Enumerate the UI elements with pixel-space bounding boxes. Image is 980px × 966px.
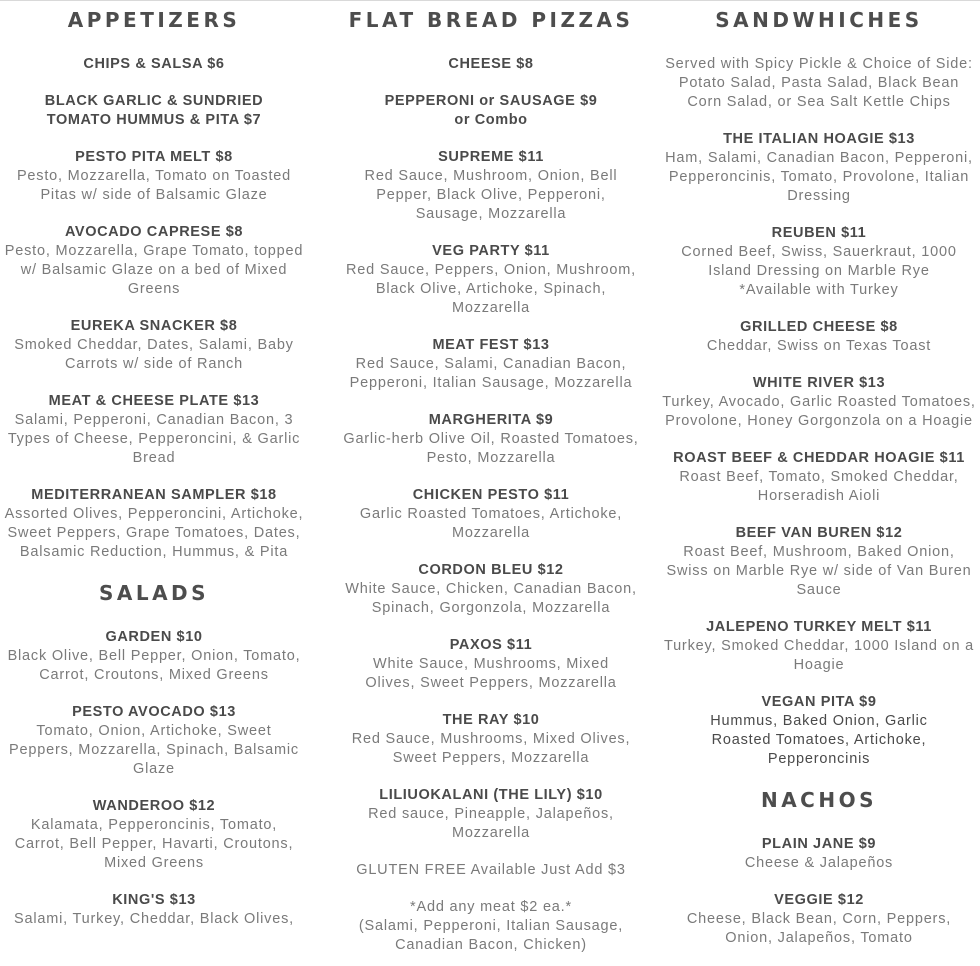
menu-item (662, 374, 976, 431)
item-name: CHICKEN PESTO $11 (412, 487, 570, 503)
menu-item (336, 636, 646, 693)
add-meat-price: *Add any meat $2 ea.* (410, 899, 572, 915)
menu-item (336, 55, 646, 74)
item-name: WANDEROO $12 (92, 798, 216, 814)
menu-item (4, 797, 304, 873)
item-description: Red Sauce, Mushrooms, Mixed Olives, Sweet Peppers, Mozzarella (351, 731, 631, 766)
item-name: PEPPERONI or SAUSAGE $9 or Combo (384, 93, 598, 128)
menu-item (662, 891, 976, 948)
menu-item (4, 703, 304, 779)
item-name: MEDITERRANEAN SAMPLER $18 (31, 487, 277, 503)
item-name: MEAT & CHEESE PLATE $13 (48, 393, 260, 409)
menu-item (4, 223, 304, 299)
item-name: GRILLED CHEESE $8 (740, 319, 898, 335)
menu-item (336, 148, 646, 224)
item-name: JALEPENO TURKEY MELT $11 (706, 619, 932, 635)
item-name: KING'S $13 (112, 892, 196, 908)
menu-item (336, 711, 646, 768)
menu-item (4, 317, 304, 374)
item-description: Pesto, Mozzarella, Grape Tomato, topped w/ Balsamic Glaze on a bed of Mixed Greens (4, 243, 304, 297)
menu-item (4, 148, 304, 205)
item-description: Smoked Cheddar, Dates, Salami, Baby Carrots w/ side of Ranch (14, 337, 294, 372)
menu-item (336, 242, 646, 318)
pizzas-column (336, 1, 646, 955)
item-description: Turkey, Smoked Cheddar, 1000 Island on a Hoagie (663, 638, 975, 673)
item-name: MARGHERITA $9 (428, 412, 554, 428)
item-name: THE RAY $10 (442, 712, 540, 728)
item-description: Red Sauce, Peppers, Onion, Mushroom, Black Olive, Artichoke, Spinach, Mozzarella (346, 262, 636, 316)
menu-item (4, 486, 304, 562)
add-meat-note (336, 898, 646, 955)
menu-item (4, 891, 304, 929)
menu-item (662, 618, 976, 675)
item-name: WHITE RIVER $13 (752, 375, 886, 391)
item-description: Cheddar, Swiss on Texas Toast (706, 338, 932, 354)
menu-item (662, 693, 976, 769)
item-name: AVOCADO CAPRESE $8 (64, 224, 244, 240)
menu-item (4, 92, 304, 130)
item-name: EUREKA SNACKER $8 (70, 318, 238, 334)
item-description: White Sauce, Chicken, Canadian Bacon, Spinach, Gorgonzola, Mozzarella (345, 581, 637, 616)
item-description: Ham, Salami, Canadian Bacon, Pepperoni, Pepperoncinis, Tomato, Provolone, Italian Dressing (665, 150, 973, 204)
appetizers-column (4, 1, 304, 947)
item-name: CHEESE $8 (448, 56, 534, 72)
item-name: GARDEN $10 (105, 629, 203, 645)
item-description: Tomato, Onion, Artichoke, Sweet Peppers, Mozzarella, Spinach, Balsamic Glaze (9, 723, 299, 777)
item-description: Red Sauce, Salami, Canadian Bacon, Pepperoni, Italian Sausage, Mozzarella (349, 356, 633, 391)
item-description: Red sauce, Pineapple, Jalapeños, Mozzarella (368, 806, 614, 841)
menu-item (4, 628, 304, 685)
add-meat-options: (Salami, Pepperoni, Italian Sausage, Canadian Bacon, Chicken) (358, 918, 624, 953)
item-name: MEAT FEST $13 (432, 337, 550, 353)
menu-item (336, 336, 646, 393)
item-name: ROAST BEEF & CHEDDAR HOAGIE $11 (673, 450, 965, 466)
item-description: Garlic-herb Olive Oil, Roasted Tomatoes, Pesto, Mozzarella (343, 431, 639, 466)
sandwiches-column (662, 1, 976, 966)
item-name: VEG PARTY $11 (432, 243, 550, 259)
pizzas-heading: FLAT BREAD PIZZAS (348, 8, 634, 32)
item-name: PESTO AVOCADO $13 (72, 704, 236, 720)
item-description: Corned Beef, Swiss, Sauerkraut, 1000 Island Dressing on Marble Rye *Available with Turkey (681, 244, 957, 298)
sandwiches-intro: Served with Spicy Pickle & Choice of Side: Potato Salad, Pasta Salad, Black Bean Corn Salad, or Sea Salt Kettle Chips (665, 56, 973, 110)
item-description: Roast Beef, Tomato, Smoked Cheddar, Horseradish Aioli (679, 469, 959, 504)
menu-item (662, 524, 976, 600)
menu-item (662, 318, 976, 356)
menu-item (662, 224, 976, 300)
item-name: LILIUOKALANI (THE LILY) $10 (379, 787, 603, 803)
item-name: SUPREME $11 (438, 149, 544, 165)
item-name: REUBEN $11 (771, 225, 867, 241)
item-description: Salami, Pepperoni, Canadian Bacon, 3 Types of Cheese, Pepperoncini, & Garlic Bread (7, 412, 301, 466)
menu-item (4, 392, 304, 468)
item-description: Black Olive, Bell Pepper, Onion, Tomato, Carrot, Croutons, Mixed Greens (7, 648, 301, 683)
item-name: CORDON BLEU $12 (418, 562, 564, 578)
menu-item (336, 411, 646, 468)
sandwiches-heading: SANDWHICHES (715, 8, 923, 32)
menu-item (336, 786, 646, 843)
appetizers-heading: APPETIZERS (67, 8, 241, 32)
nachos-heading: NACHOS (760, 788, 878, 812)
menu-item (4, 55, 304, 74)
item-description: White Sauce, Mushrooms, Mixed Olives, Sweet Peppers, Mozzarella (365, 656, 617, 691)
item-name: PLAIN JANE $9 (761, 836, 877, 852)
item-name: VEGAN PITA $9 (761, 694, 877, 710)
item-name: BLACK GARLIC & SUNDRIED TOMATO HUMMUS & PITA $7 (44, 93, 264, 128)
item-description: Garlic Roasted Tomatoes, Artichoke, Mozzarella (359, 506, 623, 541)
item-name: VEGGIE $12 (774, 892, 864, 908)
menu-item (662, 835, 976, 873)
item-description: Turkey, Avocado, Garlic Roasted Tomatoes, Provolone, Honey Gorgonzola on a Hoagie (662, 394, 976, 429)
item-description: Red Sauce, Mushroom, Onion, Bell Pepper, Black Olive, Pepperoni, Sausage, Mozzarella (364, 168, 618, 222)
item-description: Hummus, Baked Onion, Garlic Roasted Tomatoes, Artichoke, Pepperoncinis (710, 713, 928, 767)
menu-item (662, 130, 976, 206)
item-name: THE ITALIAN HOAGIE $13 (723, 131, 915, 147)
menu-item (662, 449, 976, 506)
item-description: Kalamata, Pepperoncinis, Tomato, Carrot, Bell Pepper, Havarti, Croutons, Mixed Greens (14, 817, 294, 871)
menu-item (336, 561, 646, 618)
item-name: PESTO PITA MELT $8 (75, 149, 233, 165)
item-name: BEEF VAN BUREN $12 (735, 525, 903, 541)
gluten-free-note: GLUTEN FREE Available Just Add $3 (356, 862, 626, 878)
menu-item (336, 92, 646, 130)
item-name: PAXOS $11 (449, 637, 533, 653)
item-description: Cheese & Jalapeños (744, 855, 894, 871)
item-description: Assorted Olives, Pepperoncini, Artichoke, Sweet Peppers, Grape Tomatoes, Dates, Balsamic Reduction, Hummus, & Pita (4, 506, 304, 560)
item-description: Roast Beef, Mushroom, Baked Onion, Swiss on Marble Rye w/ side of Van Buren Sauce (666, 544, 972, 598)
item-name: CHIPS & SALSA $6 (83, 56, 225, 72)
salads-heading: SALADS (98, 581, 210, 605)
item-description: Cheese, Black Bean, Corn, Peppers, Onion, Jalapeños, Tomato (686, 911, 952, 946)
menu-item (336, 486, 646, 543)
item-description: Pesto, Mozzarella, Tomato on Toasted Pitas w/ side of Balsamic Glaze (16, 168, 292, 203)
item-description: Salami, Turkey, Cheddar, Black Olives, (14, 911, 294, 927)
